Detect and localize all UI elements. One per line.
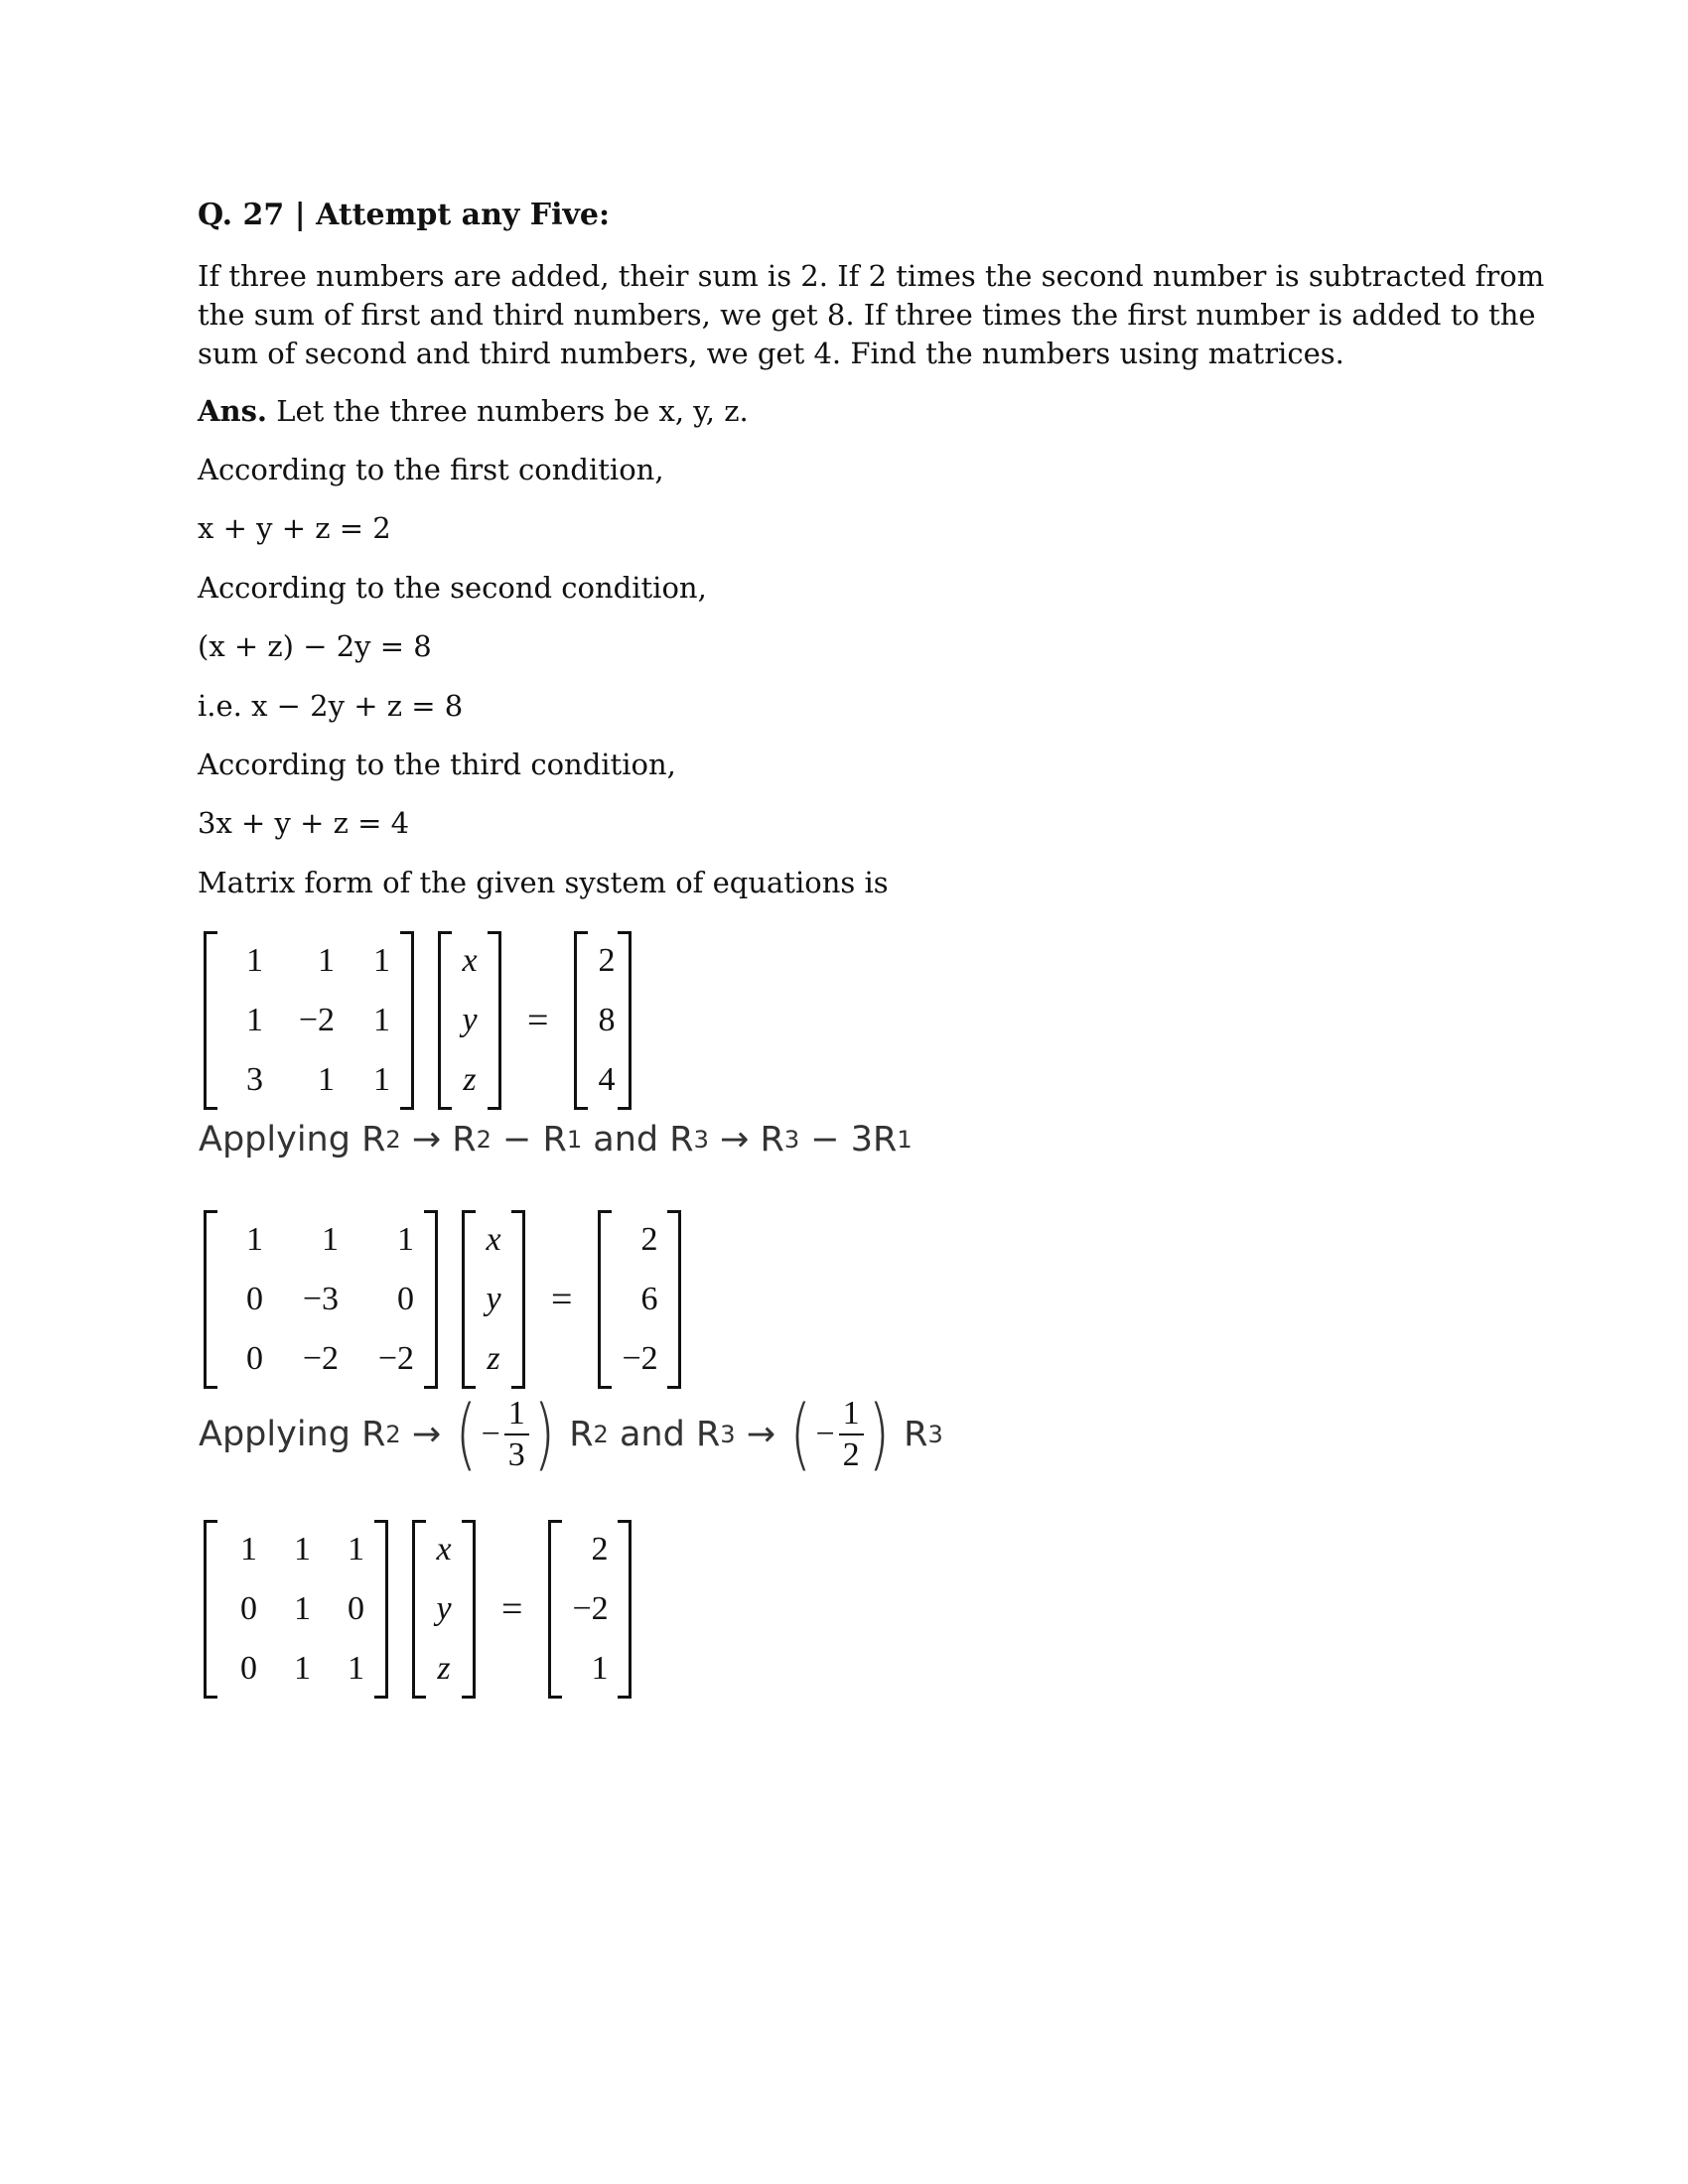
constant-matrix — [598, 1210, 681, 1389]
minus-sign: − — [502, 1120, 532, 1160]
row-symbol: R — [542, 1120, 567, 1160]
and-word: and — [619, 1415, 685, 1454]
variable-matrix — [412, 1520, 476, 1699]
matrix-cell: 1 — [348, 1531, 364, 1568]
matrix-cell: 1 — [591, 1650, 609, 1687]
matrix-cell: 4 — [598, 1061, 616, 1098]
constant-matrix — [574, 931, 632, 1110]
row-symbol: R — [669, 1120, 694, 1160]
matrix-cell: −2 — [298, 1002, 335, 1038]
minus-sign: − — [481, 1416, 500, 1452]
row-symbol: R — [361, 1120, 386, 1160]
matrix-cell: −2 — [377, 1340, 414, 1377]
equation-2: (x + z) − 2y = 8 — [198, 629, 432, 663]
matrix-cell: 1 — [240, 1531, 257, 1568]
matrix-cell: 3 — [246, 1061, 263, 1098]
matrix-cell: 0 — [240, 1590, 257, 1627]
ans-intro-text: Let the three numbers be x, y, z. — [276, 394, 749, 428]
matrix-cell: 0 — [348, 1590, 364, 1627]
question-text — [198, 257, 1545, 373]
equation-2-simplified: i.e. x − 2y + z = 8 — [198, 689, 464, 723]
coefficient-matrix — [204, 931, 414, 1110]
matrix-cell: z — [437, 1650, 451, 1687]
row-symbol: R — [760, 1120, 784, 1160]
coefficient-matrix — [204, 1210, 438, 1389]
row-operation-2: Applying R 2 → ( − $\frac{1}{3}$ ) R 2 and R 3 → ( − $\frac{1}{2}$ ) R 3 — [199, 1390, 943, 1479]
left-paren: ( — [789, 1390, 811, 1479]
matrix-cell: 1 — [294, 1590, 311, 1627]
matrix-equation-3 — [204, 1520, 632, 1699]
matrix-cell: 8 — [598, 1002, 616, 1038]
matrix-cell: z — [463, 1061, 477, 1098]
matrix-cell: 2 — [591, 1531, 609, 1568]
fraction — [504, 1394, 529, 1475]
matrix-cell: z — [487, 1340, 500, 1377]
matrix-cell: 1 — [294, 1531, 311, 1568]
numerator: 1 — [504, 1394, 529, 1435]
right-paren: ) — [868, 1390, 890, 1479]
constant-matrix — [548, 1520, 632, 1699]
condition-1: According to the first condition, — [198, 453, 664, 486]
coefficient-matrix — [204, 1520, 388, 1699]
question-line: sum of second and third numbers, we get 4. Find the numbers using matrices. — [198, 337, 1344, 370]
minus-sign: − — [815, 1416, 835, 1452]
right-paren: ) — [533, 1390, 555, 1479]
row-symbol: R — [904, 1415, 928, 1454]
matrix-cell: 1 — [322, 1221, 339, 1258]
matrix-cell: 0 — [246, 1281, 263, 1317]
equals-sign: = — [527, 1000, 549, 1041]
matrix-equation-1 — [204, 931, 632, 1110]
matrix-cell: x — [462, 942, 478, 979]
matrix-intro: Matrix form of the given system of equations is — [198, 866, 889, 899]
variable-matrix — [462, 1210, 525, 1389]
row-symbol: R — [361, 1415, 386, 1454]
applying-word: Applying — [199, 1415, 351, 1454]
equals-sign: = — [501, 1588, 523, 1630]
matrix-cell: 1 — [373, 942, 390, 979]
denominator: 2 — [842, 1436, 860, 1473]
arrow-icon: → — [746, 1415, 776, 1454]
matrix-cell: 0 — [397, 1281, 414, 1317]
question-line: the sum of first and third numbers, we get 8. If three times the first number is added to the — [198, 298, 1536, 332]
numerator: 1 — [839, 1394, 864, 1435]
denominator: 3 — [507, 1436, 525, 1473]
fraction-group — [451, 1390, 559, 1479]
matrix-cell: 1 — [246, 1002, 263, 1038]
matrix-cell: 1 — [318, 1061, 335, 1098]
row-operation-1: Applying R 2 → R 2 − R 1 and R 3 → R 3 − 3 R 1 — [199, 1120, 913, 1160]
matrix-cell: 1 — [246, 942, 263, 979]
equation-1: x + y + z = 2 — [198, 511, 391, 545]
matrix-cell: 2 — [598, 942, 616, 979]
matrix-cell: 1 — [318, 942, 335, 979]
matrix-cell: y — [486, 1281, 501, 1317]
matrix-cell: 1 — [373, 1061, 390, 1098]
variable-matrix — [438, 931, 501, 1110]
fraction-group — [785, 1390, 894, 1479]
matrix-cell: 1 — [294, 1650, 311, 1687]
coefficient: 3 — [850, 1120, 873, 1160]
question-heading: Q. 27 | Attempt any Five: — [198, 198, 611, 232]
row-symbol: R — [872, 1120, 898, 1160]
row-symbol: R — [695, 1415, 721, 1454]
applying-word: Applying — [199, 1120, 351, 1160]
matrix-cell: 1 — [348, 1650, 364, 1687]
matrix-cell: x — [436, 1531, 452, 1568]
matrix-cell: −3 — [302, 1281, 339, 1317]
matrix-equation-2 — [204, 1210, 681, 1389]
row-symbol: R — [569, 1415, 594, 1454]
arrow-icon: → — [411, 1415, 442, 1454]
matrix-cell: −2 — [302, 1340, 339, 1377]
matrix-cell: 6 — [640, 1281, 658, 1317]
matrix-cell: −2 — [622, 1340, 658, 1377]
minus-sign: − — [810, 1120, 840, 1160]
question-line: If three numbers are added, their sum is 2. If 2 times the second number is subtracted from — [198, 259, 1545, 293]
matrix-cell: y — [436, 1590, 452, 1627]
matrix-cell: 1 — [246, 1221, 263, 1258]
condition-2: According to the second condition, — [198, 571, 707, 605]
matrix-cell: 1 — [373, 1002, 390, 1038]
matrix-cell: x — [486, 1221, 501, 1258]
left-paren: ( — [455, 1390, 478, 1479]
equation-3: 3x + y + z = 4 — [198, 806, 410, 840]
answer-intro — [198, 391, 749, 431]
arrow-icon: → — [411, 1120, 442, 1160]
condition-3: According to the third condition, — [198, 748, 676, 781]
matrix-cell: 1 — [397, 1221, 414, 1258]
matrix-cell: −2 — [572, 1590, 609, 1627]
and-word: and — [593, 1120, 659, 1160]
row-symbol: R — [452, 1120, 477, 1160]
ans-label: Ans. — [198, 394, 268, 428]
matrix-cell: 2 — [640, 1221, 658, 1258]
fraction — [839, 1394, 864, 1475]
matrix-cell: y — [462, 1002, 478, 1038]
arrow-icon: → — [720, 1120, 750, 1160]
matrix-cell: 0 — [240, 1650, 257, 1687]
equals-sign: = — [551, 1279, 573, 1320]
matrix-cell: 0 — [246, 1340, 263, 1377]
